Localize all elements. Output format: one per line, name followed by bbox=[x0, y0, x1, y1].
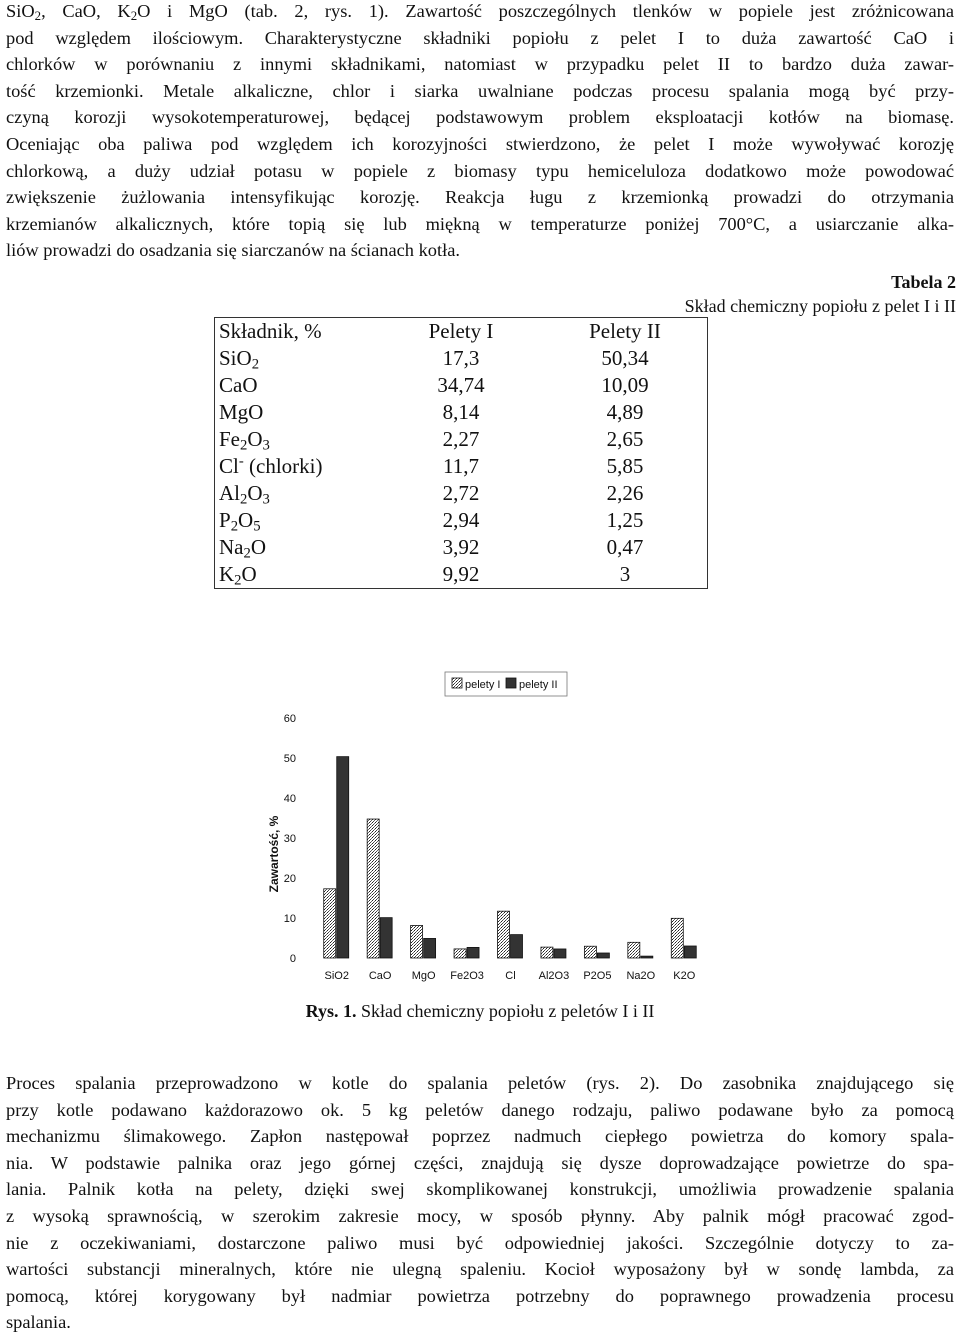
table-header-cell: Składnik, % bbox=[219, 319, 322, 343]
paragraph-line: lania. Palnik kotła na pelety, dzięki swej skomplikowanej konstrukcji, umożliwia prowadzenie spalania bbox=[6, 1179, 954, 1200]
bar-pelety-2 bbox=[511, 935, 523, 958]
x-tick-label: SiO2 bbox=[324, 970, 349, 982]
y-tick-label: 40 bbox=[283, 793, 296, 805]
pelety-1-value: 9,92 bbox=[442, 562, 480, 586]
bar-pelety-2 bbox=[380, 918, 392, 958]
component-name: $Na_2O$ bbox=[219, 535, 267, 562]
x-tick-label: Na2O bbox=[626, 970, 656, 982]
table-header-row bbox=[215, 318, 708, 346]
x-tick-label: K2O bbox=[673, 970, 696, 982]
figure-caption bbox=[0, 1001, 960, 1022]
bar-pelety-1 bbox=[584, 946, 596, 958]
paragraph-line: wartości substancji mineralnych, które nie ulegną spaleniu. Kocioł wyposażony był w sondę lambda, za bbox=[6, 1259, 954, 1280]
composition-table bbox=[214, 317, 708, 589]
bar-pelety-1 bbox=[454, 949, 466, 958]
y-axis-label: Zawartość, % bbox=[267, 815, 281, 893]
table-row bbox=[215, 426, 708, 453]
pelety-1-value: 2,94 bbox=[442, 508, 480, 532]
figure-caption-text: Skład chemiczny popiołu z peletów I i II bbox=[356, 1001, 655, 1021]
paragraph-line: liów prowadzi do osadzania się siarczanów na ścianach kotła. bbox=[6, 240, 460, 261]
table-row bbox=[215, 534, 708, 561]
x-tick-label: MgO bbox=[411, 970, 436, 982]
pelety-2-value: 4,89 bbox=[606, 400, 644, 424]
pelety-2-value: 50,34 bbox=[601, 346, 649, 370]
pelety-1-value: 17,3 bbox=[442, 346, 480, 370]
paragraph-line: tość krzemionki. Metale alkaliczne, chlor i siarka uwalniane podczas procesu spalania mogą być przy- bbox=[6, 80, 954, 101]
table-row bbox=[215, 453, 708, 480]
table-row bbox=[215, 507, 708, 534]
pelety-1-value: 11,7 bbox=[443, 454, 479, 478]
pelety-1-value: 2,27 bbox=[442, 427, 480, 451]
y-tick-label: 20 bbox=[283, 873, 296, 885]
bar-pelety-2 bbox=[641, 956, 653, 958]
x-tick-label: Cl bbox=[505, 970, 516, 982]
paragraph-line: pod względem ilościowym. Charakterystyczne składniki popiołu z pelet I to duża zawartość CaO i bbox=[6, 27, 954, 48]
component-name: CaO bbox=[219, 373, 258, 397]
table-number: Tabela 2 bbox=[891, 272, 956, 292]
paragraph-line: pomocą, której korygowany był nadmiar powietrza potrzebny do poprawnego prowadzenia procesu bbox=[6, 1285, 954, 1306]
bar-pelety-1 bbox=[367, 819, 379, 958]
paragraph-line: zwiększenie żużlowania intensyfikując korozję. Reakcja ługu z krzemionką prowadzi do otrzymania bbox=[6, 187, 954, 208]
pelety-1-value: 3,92 bbox=[442, 535, 480, 559]
ash-composition-chart bbox=[240, 660, 720, 990]
pelety-2-value: 10,09 bbox=[601, 373, 649, 397]
pelety-1-value: 34,74 bbox=[437, 373, 485, 397]
paragraph-line: SiO$_2$, CaO, $K_2O$ i MgO (tab. 2, rys. 1). Zawartość poszczególnych tlenków w popiele jest zróżnicowana bbox=[6, 1, 954, 24]
paragraph-line: chlorkową, a duży udział potasu w popiele z biomasy typu hemiceluloza dodatkowo może powodować bbox=[6, 160, 954, 181]
pelety-2-value: 5,85 bbox=[606, 454, 644, 478]
bar-pelety-1 bbox=[541, 947, 553, 958]
paragraph-line: nie z oczekiwaniami, dostarczone paliwo musi być odpowiedniej jakości. Szczególnie dotyczy to za- bbox=[6, 1232, 954, 1253]
pelety-1-value: 8,14 bbox=[442, 400, 480, 424]
pelety-2-value: 0,47 bbox=[606, 535, 644, 559]
x-tick-label: Fe2O3 bbox=[450, 970, 484, 982]
paragraph-ash-composition bbox=[6, 0, 954, 264]
component-name: $P_2O_5$ bbox=[219, 508, 261, 535]
paragraph-combustion-process bbox=[6, 1070, 954, 1336]
table-row bbox=[215, 399, 708, 426]
bar-pelety-1 bbox=[628, 942, 640, 958]
y-tick-label: 10 bbox=[283, 913, 296, 925]
bar-pelety-2 bbox=[684, 946, 696, 958]
bar-pelety-1 bbox=[671, 918, 683, 958]
pelety-2-value: 1,25 bbox=[606, 508, 644, 532]
x-tick-label: CaO bbox=[368, 970, 392, 982]
x-tick-label: Al2O3 bbox=[538, 970, 570, 982]
component-name: $K_2O$ bbox=[219, 562, 257, 589]
bar-pelety-2 bbox=[597, 953, 609, 958]
component-name: $Al_2O_3$ bbox=[219, 481, 270, 508]
legend-swatch-pelety-2 bbox=[506, 678, 516, 688]
component-name: $Fe_2O_3$ bbox=[219, 427, 270, 454]
pelety-1-value: 2,72 bbox=[442, 481, 480, 505]
paragraph-line: przy kotle podawano każdorazowo ok. 5 kg peletów danego rodzaju, paliwo podawane było za pomocą bbox=[6, 1099, 954, 1120]
paragraph-line: Proces spalania przeprowadzono w kotle do spalania peletów (rys. 2). Do zasobnika znajdującego się bbox=[6, 1073, 954, 1093]
pelety-2-value: 3 bbox=[619, 562, 631, 586]
table-title: Skład chemiczny popiołu z pelet I i II bbox=[684, 296, 956, 316]
table-row bbox=[215, 345, 708, 372]
y-tick-label: 30 bbox=[283, 833, 296, 845]
bar-pelety-1 bbox=[411, 925, 423, 958]
pelety-2-value: 2,65 bbox=[606, 427, 644, 451]
paragraph-line: chlorków w porównaniu z innymi składnikami, natomiast w przypadku pelet II to bardzo duża zawar- bbox=[6, 54, 954, 75]
table-row bbox=[215, 561, 708, 589]
paragraph-line: spalania. bbox=[6, 1312, 71, 1333]
y-tick-label: 50 bbox=[283, 753, 296, 765]
table-header-cell: Pelety I bbox=[428, 319, 494, 343]
table-row bbox=[215, 480, 708, 507]
y-tick-label: 0 bbox=[289, 953, 296, 965]
paragraph-line: czyną korozji wysokotemperaturowej, będącej podstawowym problem eksploatacji kotłów na biomasę. bbox=[6, 107, 954, 128]
paragraph-line: krzemianów alkalicznych, które topią się lub miękną w temperaturze poniżej 700°C, a usiarczanie alka- bbox=[6, 213, 954, 234]
bar-pelety-2 bbox=[424, 938, 436, 958]
bar-pelety-2 bbox=[554, 949, 566, 958]
legend-label-pelety-2: pelety II bbox=[519, 679, 558, 691]
x-tick-label: P2O5 bbox=[583, 970, 612, 982]
paragraph-line: nia. W podstawie palnika oraz jego górnej części, znajdują się dysze doprowadzające powietrze do spa- bbox=[6, 1152, 954, 1173]
bar-pelety-1 bbox=[324, 889, 336, 958]
pelety-2-value: 2,26 bbox=[606, 481, 644, 505]
component-name: Cl- (chlorki) bbox=[219, 453, 323, 478]
table-header-cell: Pelety II bbox=[589, 319, 661, 343]
bar-pelety-2 bbox=[467, 947, 479, 958]
bar-pelety-2 bbox=[337, 757, 349, 958]
paragraph-line: z wysoką sprawnością, w szerokim zakresie mocy, w sposób płynny. Aby palnik mógł pracować zgod- bbox=[6, 1205, 954, 1226]
table-row bbox=[215, 372, 708, 399]
y-tick-label: 60 bbox=[283, 713, 296, 725]
legend-swatch-pelety-1 bbox=[452, 678, 462, 688]
paragraph-line: Oceniając oba paliwa pod względem ich korozyjności stwierdzono, że pelet I może wywoływać korozję bbox=[6, 133, 954, 154]
figure-label: Rys. 1. bbox=[305, 1001, 357, 1021]
legend-label-pelety-1: pelety I bbox=[465, 679, 501, 691]
component-name: SiO$_2$ bbox=[219, 346, 260, 373]
component-name: MgO bbox=[219, 400, 264, 424]
bar-pelety-1 bbox=[498, 911, 510, 958]
paragraph-line: mechanizmu ślimakowego. Zapłon następował poprzez nadmuch ciepłego powietrza do komory spala- bbox=[6, 1126, 954, 1147]
